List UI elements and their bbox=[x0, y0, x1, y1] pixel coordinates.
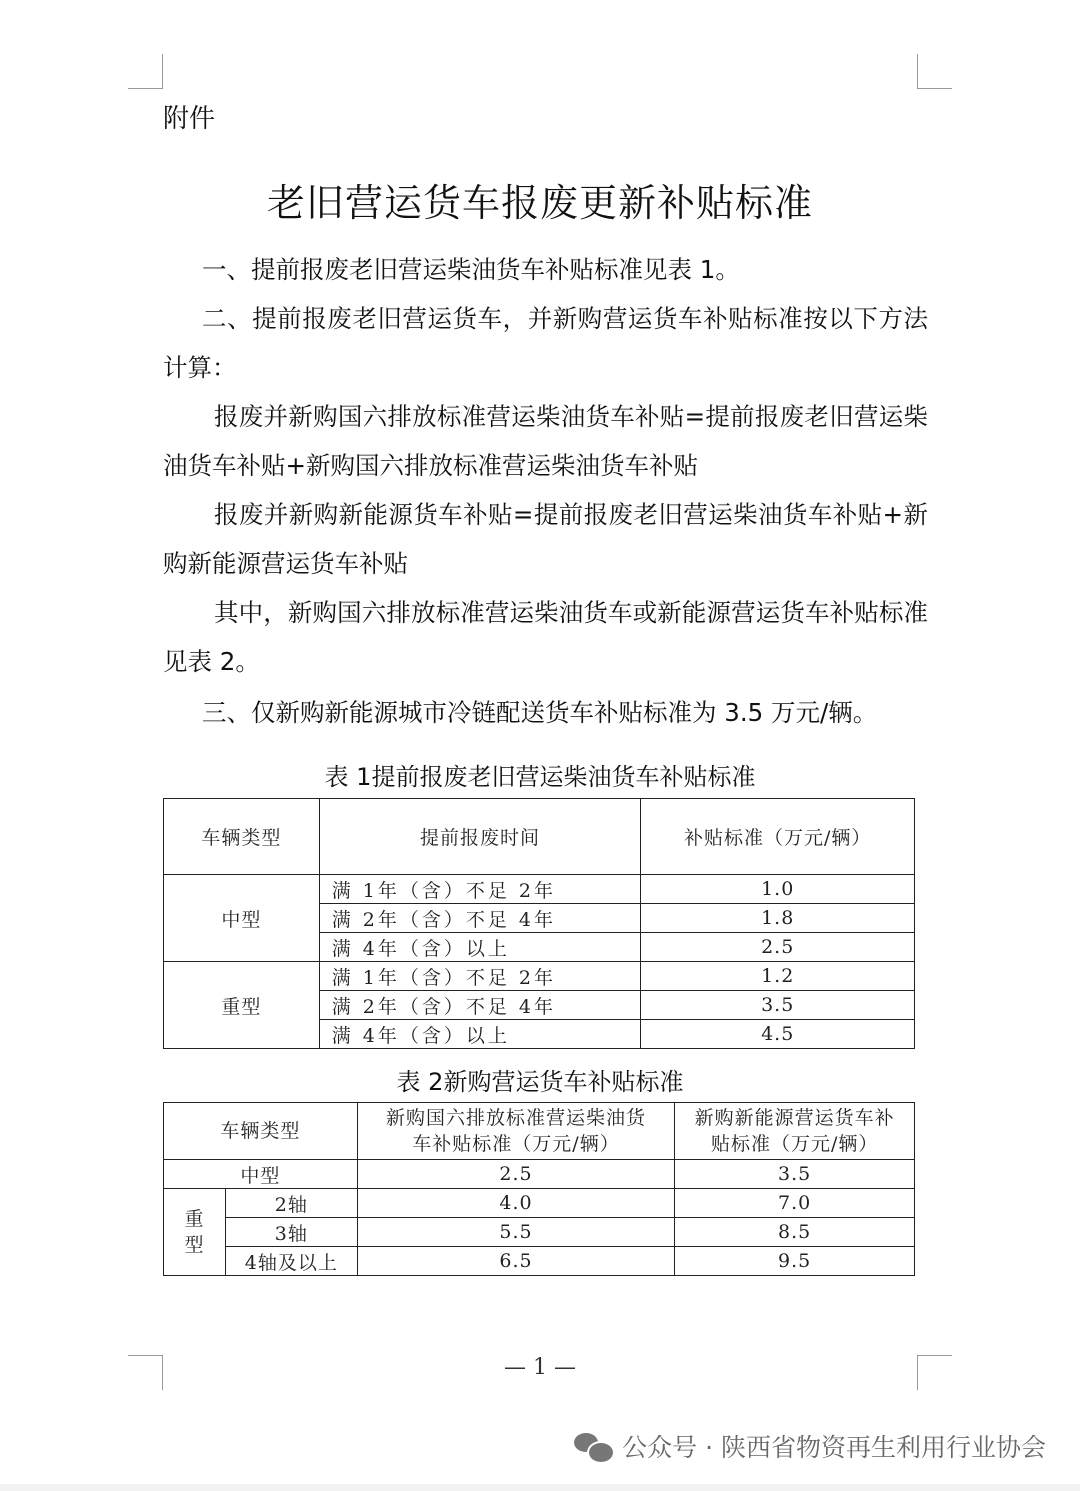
table1-header-row bbox=[164, 799, 915, 875]
table1-value: 1.0 bbox=[641, 875, 915, 904]
crop-mark-top-left bbox=[128, 54, 163, 89]
crop-mark-top-right bbox=[917, 54, 952, 89]
footer-text: 公众号 · 陕西省物资再生利用行业协会 bbox=[622, 1433, 1046, 1462]
table1-header-period: 提前报废时间 bbox=[319, 799, 641, 875]
table2-value: 9.5 bbox=[675, 1247, 915, 1276]
table1-period: 满 1年（含）不足 2年 bbox=[319, 875, 641, 904]
table-row bbox=[164, 962, 915, 991]
table2-header-row bbox=[164, 1103, 915, 1160]
table2-type-medium: 中型 bbox=[164, 1160, 358, 1189]
wechat-footer bbox=[574, 1428, 1046, 1464]
table1-type-medium: 中型 bbox=[164, 875, 320, 962]
paragraph-6: 三、仅新购新能源城市冷链配送货车补贴标准为 3.5 万元/辆。 bbox=[202, 698, 878, 727]
attachment-label: 附件 bbox=[163, 104, 216, 134]
bottom-bar bbox=[0, 1484, 1080, 1491]
paragraph-2: 二、提前报废老旧营运货车，并新购营运货车补贴标准按以下方法计算： bbox=[163, 304, 928, 382]
table1-value: 1.2 bbox=[641, 962, 915, 991]
table-row bbox=[164, 1160, 915, 1189]
paragraph-5: 其中，新购国六排放标准营运柴油货车或新能源营运货车补贴标准见表 2。 bbox=[163, 598, 928, 676]
table2-type-heavy-char2: 型 bbox=[184, 1234, 205, 1256]
table-row bbox=[164, 1218, 915, 1247]
table2-header-new-energy-line1: 新购新能源营运货车补 bbox=[694, 1107, 895, 1129]
table1-period: 满 2年（含）不足 4年 bbox=[319, 991, 641, 1020]
table-row bbox=[164, 1247, 915, 1276]
table1-caption: 表 1提前报废老旧营运柴油货车补贴标准 bbox=[324, 763, 756, 791]
page-number: — 1 — bbox=[504, 1355, 576, 1380]
table1-period: 满 1年（含）不足 2年 bbox=[319, 962, 641, 991]
table2 bbox=[163, 1102, 915, 1276]
table1-period: 满 2年（含）不足 4年 bbox=[319, 904, 641, 933]
table2-value: 3.5 bbox=[675, 1160, 915, 1189]
table2-axle: 3轴 bbox=[225, 1218, 357, 1247]
wechat-icon bbox=[574, 1431, 614, 1461]
table2-value: 2.5 bbox=[357, 1160, 675, 1189]
table2-header-guoliu bbox=[357, 1103, 675, 1160]
table2-caption: 表 2新购营运货车补贴标准 bbox=[396, 1068, 684, 1096]
table1-period: 满 4年（含）以上 bbox=[319, 1020, 641, 1049]
table-row bbox=[164, 1189, 915, 1218]
table2-value: 8.5 bbox=[675, 1218, 915, 1247]
table1-period: 满 4年（含）以上 bbox=[319, 933, 641, 962]
paragraph-3: 报废并新购国六排放标准营运柴油货车补贴=提前报废老旧营运柴油货车补贴+新购国六排放标准营运柴油货车补贴 bbox=[163, 402, 928, 480]
table2-type-heavy-char1: 重 bbox=[184, 1208, 205, 1230]
table-row bbox=[164, 875, 915, 904]
table2-value: 4.0 bbox=[357, 1189, 675, 1218]
table2-value: 6.5 bbox=[357, 1247, 675, 1276]
table2-header-type: 车辆类型 bbox=[164, 1103, 358, 1160]
table1-value: 2.5 bbox=[641, 933, 915, 962]
table2-value: 7.0 bbox=[675, 1189, 915, 1218]
table1-header-value: 补贴标准（万元/辆） bbox=[641, 799, 915, 875]
table2-header-new-energy-line2: 贴标准（万元/辆） bbox=[710, 1133, 879, 1155]
document-title: 老旧营运货车报废更新补贴标准 bbox=[266, 181, 813, 225]
table2-axle: 4轴及以上 bbox=[225, 1247, 357, 1276]
table1-value: 1.8 bbox=[641, 904, 915, 933]
table2-header-guoliu-line2: 车补贴标准（万元/辆） bbox=[412, 1133, 620, 1155]
paragraph-1: 一、提前报废老旧营运柴油货车补贴标准见表 1。 bbox=[202, 255, 740, 284]
table1-type-heavy: 重型 bbox=[164, 962, 320, 1049]
paragraph-4: 报废并新购新能源货车补贴=提前报废老旧营运柴油货车补贴+新购新能源营运货车补贴 bbox=[163, 500, 928, 578]
table2-type-heavy bbox=[164, 1189, 226, 1276]
table1-value: 4.5 bbox=[641, 1020, 915, 1049]
table1-value: 3.5 bbox=[641, 991, 915, 1020]
table1-header-type: 车辆类型 bbox=[164, 799, 320, 875]
table2-header-guoliu-line1: 新购国六排放标准营运柴油货 bbox=[386, 1107, 647, 1129]
table2-axle: 2轴 bbox=[225, 1189, 357, 1218]
table2-value: 5.5 bbox=[357, 1218, 675, 1247]
table2-header-new-energy bbox=[675, 1103, 915, 1160]
table1 bbox=[163, 798, 915, 1049]
